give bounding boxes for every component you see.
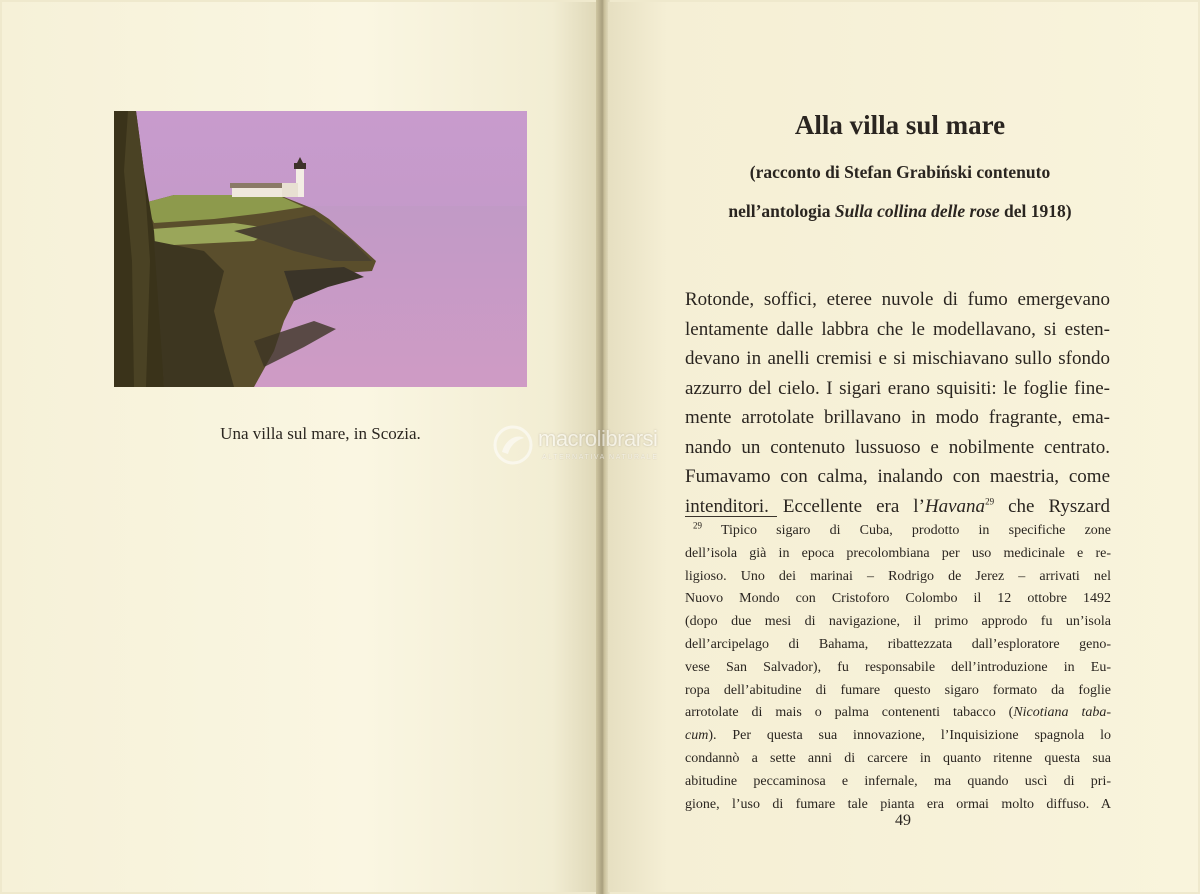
footnote-line: dell’arcipelago di Bahama, ribattezzata dall’esploratore geno- (685, 636, 1111, 652)
footnote-number: 29 (693, 520, 702, 531)
footnote-line (693, 520, 1111, 543)
watermark-tagline: ALTERNATIVA NATURALE (542, 454, 659, 461)
subtitle-text: del 1918) (999, 201, 1072, 221)
anthology-title: Sulla collina delle rose (834, 201, 1000, 221)
footnote-line: abitudine peccaminosa e infernale, ma quando uscì di pri- (685, 773, 1111, 789)
footnote-line: dell’isola già in epoca precolombiana per uso medicinale e re- (685, 545, 1111, 561)
footnote-divider (685, 516, 777, 517)
footnote-line: vese San Salvador), fu responsabile dell’introduzione in Eu- (685, 659, 1111, 675)
footnote-italic: Nicotiana taba- (1013, 705, 1112, 721)
body-paragraph (685, 285, 1110, 521)
footnote-line: ligioso. Uno dei marinai – Rodrigo de Jerez – arrivati nel (685, 568, 1111, 584)
footnote-line (685, 702, 1111, 725)
footnote-reference: 29 (985, 496, 995, 507)
body-italic: Havana (924, 495, 986, 517)
body-text: intenditori. Eccellente era l’ (685, 495, 925, 517)
footnote-line: (dopo due mesi di navigazione, il primo approdo fu un’isola (685, 614, 1111, 630)
body-line: Rotonde, soffici, eteree nuvole di fumo emergevano (685, 289, 1110, 310)
chapter-subtitle-line-1: (racconto di Stefan Grabiński contenuto (749, 162, 1051, 182)
body-line: nando un contenuto lussuoso e nobilmente centrato. (685, 436, 1110, 458)
watermark-brand: macrolibrarsi (538, 426, 658, 451)
page-number: 49 (895, 812, 911, 829)
footnote-text: Tipico sigaro di Cuba, prodotto in specifiche zone (702, 523, 1111, 538)
footnote-line: Nuovo Mondo con Cristoforo Colombo il 12 ottobre 1492 (685, 591, 1111, 607)
subtitle-text: nell’antologia (728, 201, 835, 221)
footnote-text: arrotolate di mais o palma contenenti tabacco ( (685, 705, 1014, 721)
body-line: Fumavamo con calma, inalando con maestria, come (685, 466, 1110, 487)
footnote-line (685, 725, 1111, 748)
body-line: azzurro del cielo. I sigari erano squisiti: le foglie fine- (685, 377, 1110, 399)
footnote-line: condannò a sette anni di carcere in quanto ritenne questa sua (685, 750, 1111, 766)
photo-caption: Una villa sul mare, in Scozia. (220, 424, 421, 443)
body-line: lentamente dalle labbra che le modellavano, si esten- (685, 318, 1110, 340)
body-line: devano in anelli cremisi e si mischiavano sullo sfondo (685, 348, 1110, 369)
footnote-line: ropa dell’abitudine di fumare questo sigaro formato da foglie (685, 682, 1111, 698)
chapter-subtitle-line-2 (685, 201, 1115, 222)
footnote-text: ). Per questa sua innovazione, l’Inquisizione spagnola lo (708, 728, 1111, 744)
chapter-title: Alla villa sul mare (794, 110, 1006, 140)
macrolibrarsi-watermark (492, 424, 712, 468)
lighthouse-photo (114, 111, 527, 387)
footnote (685, 520, 1112, 816)
body-line: mente arrotolate brillavano in modo fragrante, ema- (685, 407, 1110, 428)
macrolibrarsi-logo-icon (492, 424, 534, 466)
footnote-line: gione, l’uso di fumare tale pianta era ormai molto diffuso. A (685, 796, 1111, 812)
footnote-italic: cum (685, 728, 709, 744)
body-text: che Ryszard (994, 495, 1110, 517)
